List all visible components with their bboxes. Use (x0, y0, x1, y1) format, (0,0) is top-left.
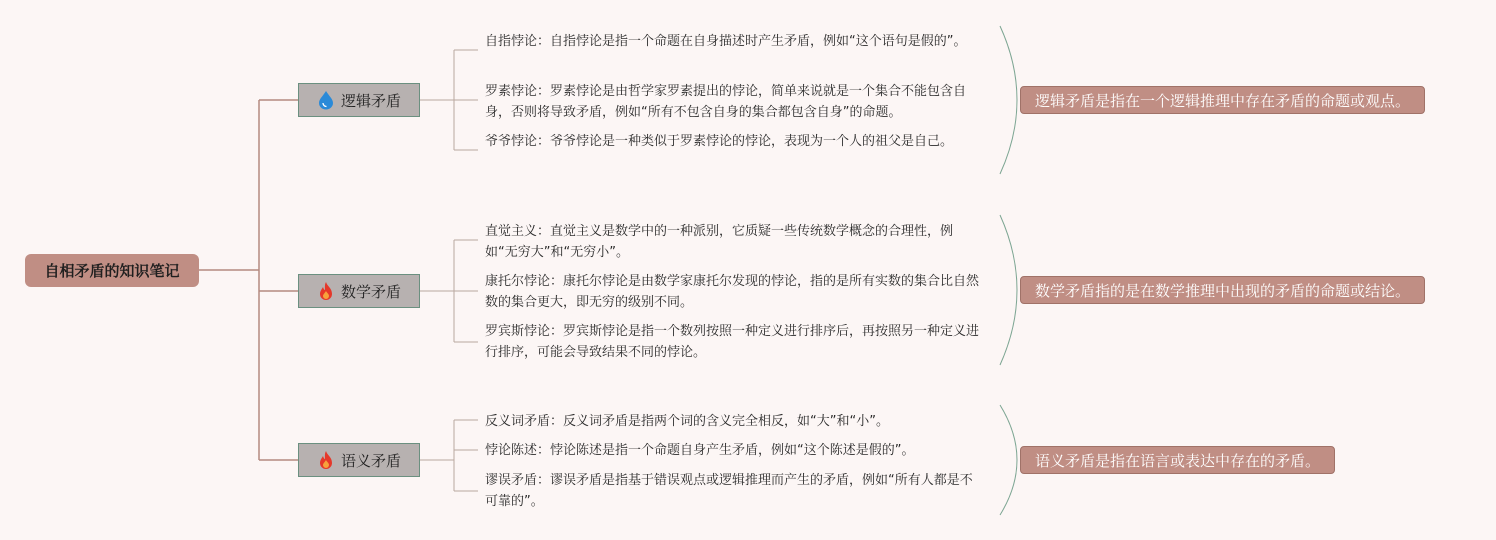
leaf-cantor-paradox[interactable]: 康托尔悖论：康托尔悖论是由数学家康托尔发现的悖论，指的是所有实数的集合比自然数的集合更大，即无穷的级别不同。 (485, 274, 980, 310)
branch-semantic-contradiction[interactable] (298, 443, 420, 477)
summary-logic[interactable]: 逻辑矛盾是指在一个逻辑推理中存在矛盾的命题或观点。 (1020, 86, 1425, 114)
branch-logic-contradiction[interactable] (298, 83, 420, 117)
leaf-antonym-contradiction[interactable]: 反义词矛盾：反义词矛盾是指两个词的含义完全相反，如“大”和“小”。 (485, 414, 889, 429)
leaf-grandfather-paradox[interactable]: 爷爷悖论：爷爷悖论是一种类似于罗素悖论的悖论，表现为一个人的祖父是自己。 (485, 134, 954, 149)
branch-label: 语义矛盾 (340, 451, 401, 470)
summary-brace-2 (1000, 215, 1017, 365)
fire-icon (317, 281, 335, 301)
branch-math-contradiction[interactable] (298, 274, 420, 308)
branch-1-leaf-connector (420, 50, 478, 150)
branch-label: 数学矛盾 (340, 282, 401, 301)
branch-2-leaf-connector (420, 240, 478, 342)
root-topic[interactable] (25, 254, 199, 287)
leaf-fallacy-contradiction[interactable]: 谬误矛盾：谬误矛盾是指基于错误观点或逻辑推理而产生的矛盾，例如“所有人都是不可靠的”。 (485, 473, 973, 509)
summary-brace-1 (1000, 26, 1017, 174)
water-drop-icon (317, 90, 335, 110)
root-topic-label: 自相矛盾的知识笔记 (44, 262, 180, 280)
leaf-robbins-paradox[interactable]: 罗宾斯悖论：罗宾斯悖论是指一个数列按照一种定义进行排序后，再按照另一种定义进行排序，可能会导致结果不同的悖论。 (485, 324, 980, 360)
root-connector (199, 100, 298, 460)
branch-3-leaf-connector (420, 420, 478, 491)
leaf-russell-paradox[interactable]: 罗素悖论：罗素悖论是由哲学家罗素提出的悖论，简单来说就是一个集合不能包含自身，否则将导致矛盾，例如“所有不包含自身的集合都包含自身”的命题。 (485, 84, 967, 120)
summary-math[interactable]: 数学矛盾指的是在数学推理中出现的矛盾的命题或结论。 (1020, 276, 1425, 304)
leaf-intuitionism[interactable]: 直觉主义：直觉主义是数学中的一种派别，它质疑一些传统数学概念的合理性，例如“无穷大”和“无穷小”。 (485, 224, 954, 260)
leaf-self-reference-paradox[interactable]: 自指悖论：自指悖论是指一个命题在自身描述时产生矛盾，例如“这个语句是假的”。 (485, 34, 967, 49)
leaf-paradox-statement[interactable]: 悖论陈述：悖论陈述是指一个命题自身产生矛盾，例如“这个陈述是假的”。 (485, 443, 915, 458)
fire-icon (317, 450, 335, 470)
summary-brace-3 (1000, 405, 1017, 515)
summary-semantic[interactable]: 语义矛盾是指在语言或表达中存在的矛盾。 (1020, 446, 1335, 474)
branch-label: 逻辑矛盾 (340, 91, 401, 110)
